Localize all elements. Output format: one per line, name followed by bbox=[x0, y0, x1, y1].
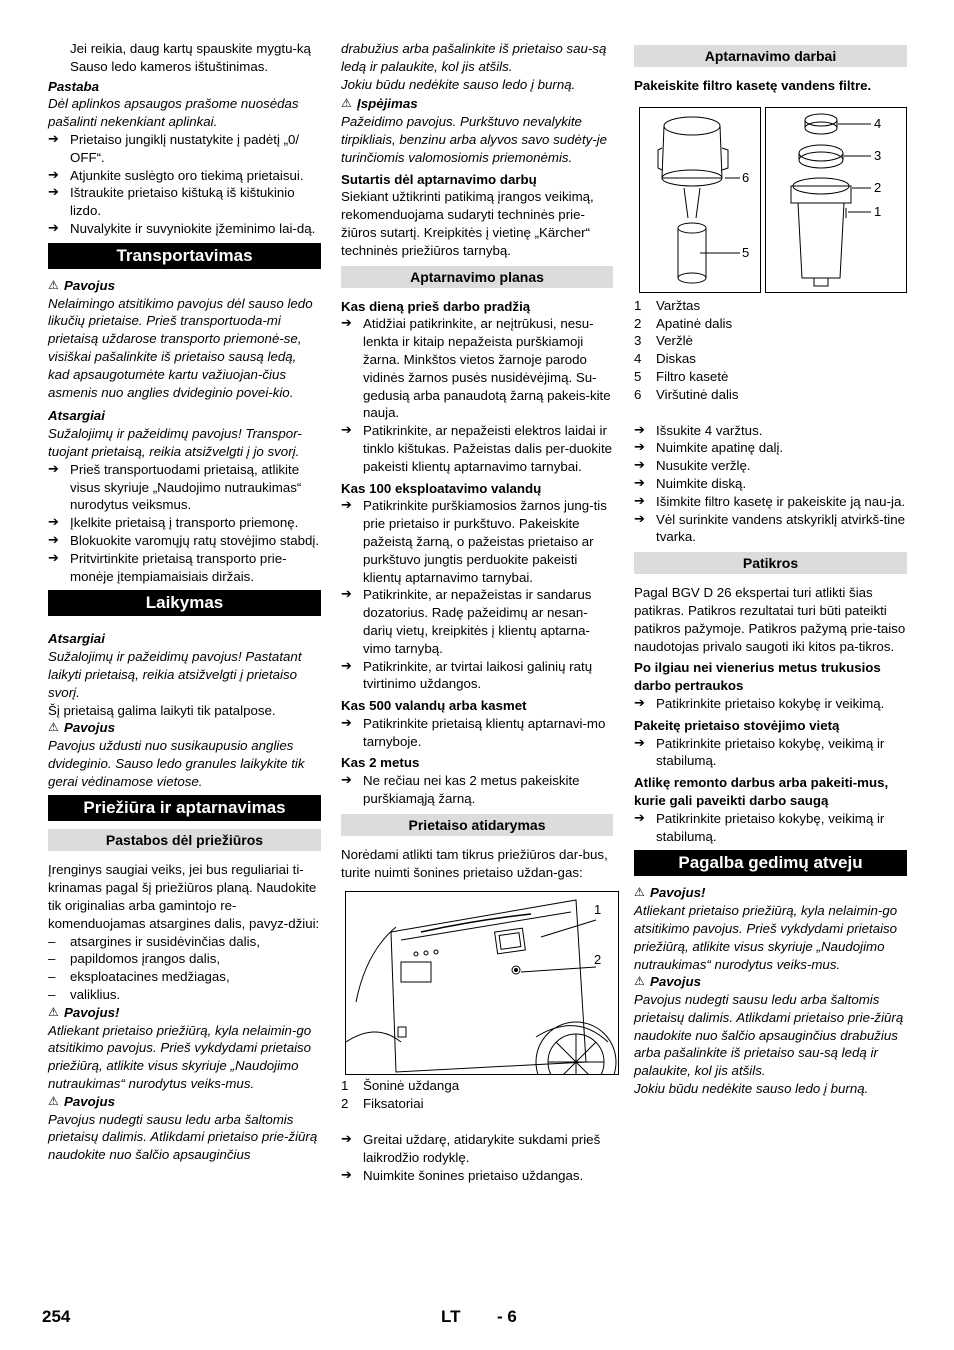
h100-title: Kas 100 eksploatavimo valandų bbox=[341, 480, 542, 496]
step: ➔ Išimkite filtro kasetę ir pakeiskite ją nau-ja. bbox=[634, 493, 907, 511]
step: ➔ Patikrinkite prietaisą klientų aptarnavi-mo tarnyboje. bbox=[341, 715, 613, 751]
danger-title: ⚠ Pavojus bbox=[634, 974, 701, 990]
subheading-checks: Patikros bbox=[634, 552, 907, 574]
filter-drawing-left bbox=[639, 107, 761, 293]
danger-text: Atliekant prietaiso priežiūrą, kyla nelaimin-go atsitikimo pavojus. Prieš vykdydami prietaiso priežiūrą, atlikite visus skyriuje „Naudojimo nutraukimas“ nurodytus veiks-mus. bbox=[48, 1022, 312, 1092]
danger-title: ⚠ Pavojus bbox=[48, 1093, 115, 1109]
intro-text: Jei reikia, daug kartų spauskite mygtu-ką Sauso ledo kameros ištuštinimas. bbox=[70, 41, 311, 74]
list-item: – atsargines ir susidėvinčias dalis, bbox=[48, 933, 321, 951]
warning-triangle-icon: ⚠ bbox=[48, 1004, 59, 1019]
note-title: Pastaba bbox=[48, 78, 99, 94]
callout-1: 1 bbox=[594, 902, 602, 918]
heading-transport: Transportavimas bbox=[48, 243, 321, 269]
danger-text: Nelaimingo atsitikimo pavojus dėl sauso ledo likučių prietaise. Prieš transportuoda-mi prietaisą uždarose transporto priemonė-se, visiškai pašalinkite iš prietaiso sausą ledą, kad apsaugotumėte kartu važiuojan-čius asmenis nuo anglies dvideginio povei-kio. bbox=[48, 295, 313, 400]
step: ➔ Patikrinkite prietaiso kokybę, veikimą ir stabilumą. bbox=[634, 735, 907, 771]
caution-text: Sužalojimų ir pažeidimų pavojus! Transpor-tuojant prietaisą, reikia atsižvelgti į jo svorį. bbox=[48, 426, 302, 459]
callout-1: 1 bbox=[874, 203, 882, 219]
check-title: Pakeitę prietaiso stovėjimo vietą bbox=[634, 717, 840, 733]
step: ➔ Patikrinkite, ar nepažeisti elektros laidai ir tinklo kištukas. Pažeistas dalis per-duokite pakeisti klientų aptarnavimo tarnybai. bbox=[341, 422, 613, 475]
subheading-maint-notes: Pastabos dėl priežiūros bbox=[48, 829, 321, 851]
warning-triangle-icon: ⚠ bbox=[48, 1093, 59, 1108]
language-code: LT bbox=[441, 1307, 461, 1326]
step: ➔ Prieš transportuodami prietaisą, atlikite visus skyriuje „Naudojimo nutraukimas“ nurodytus veiksmus. bbox=[48, 461, 321, 514]
column-2 bbox=[341, 40, 613, 1184]
warning-text: Pažeidimo pavojus. Purkštuvo nevalykite tirpikliais, benzinu arba alyvos savo sudėty-je turinčiomis valomosiomis priemonėmis. bbox=[341, 114, 608, 165]
figure-device-side-cover bbox=[345, 891, 619, 1075]
heading-maintenance: Priežiūra ir aptarnavimas bbox=[48, 795, 321, 821]
contract-text: Siekiant užtikrinti patikimą įrangos veikimą, rekomenduojama sudaryti techninės prie-žiūros sutartį. Kreipkitės į vietinę „Kärcher“ techninės priežiūros tarnybą. bbox=[341, 189, 594, 258]
step: ➔ Patikrinkite, ar nepažeistas ir sandarus dozatorius. Radę pažeidimų ar nesan-darių vietų, kreipkitės į klientų aptarna-vimo tarnybą. bbox=[341, 586, 613, 657]
step: ➔ Blokuokite varomųjų ratų stovėjimo stabdį. bbox=[48, 532, 321, 550]
legend-item: 1 Šoninė uždanga bbox=[341, 1078, 460, 1094]
legend-item: 4 Diskas bbox=[634, 351, 696, 367]
step: ➔ Greitai uždarę, atidarykite sukdami prieš laikrodžio rodyklę. bbox=[341, 1131, 613, 1167]
caution-title: Atsargiai bbox=[48, 408, 105, 424]
warning-triangle-icon: ⚠ bbox=[341, 96, 352, 111]
step: ➔ Išsukite 4 varžtus. bbox=[634, 422, 907, 440]
subheading-service: Aptarnavimo darbai bbox=[634, 45, 907, 67]
check-title: Atlikę remonto darbus arba pakeiti-mus, kurie gali paveikti darbo saugą bbox=[634, 775, 889, 808]
step: ➔ Patikrinkite, ar tvirtai laikosi galinių ratų tvirtinimo uždangos. bbox=[341, 658, 613, 694]
warning-triangle-icon: ⚠ bbox=[634, 885, 645, 900]
step: ➔ Patikrinkite prietaiso kokybę, veikimą ir stabilumą. bbox=[634, 810, 907, 846]
warning-triangle-icon: ⚠ bbox=[48, 720, 59, 735]
step: ➔ Prietaiso jungiklį nustatykite į padėtį „0/ OFF“. bbox=[48, 131, 321, 167]
step: ➔ Ištraukite prietaiso kištuką iš kištukinio lizdo. bbox=[48, 184, 321, 220]
callout-3: 3 bbox=[874, 147, 882, 163]
continued-text-2: Jokiu būdu nedėkite sauso ledo į burną. bbox=[341, 76, 576, 92]
step: ➔ Atjunkite suslėgto oro tiekimą prietaisui. bbox=[48, 167, 321, 185]
step: ➔ Nuimkite šonines prietaiso uždangas. bbox=[341, 1167, 613, 1185]
danger-text: Pavojus nudegti sausu ledu arba šaltomis prietaisų dalimis. Atlikdami prietaiso prie-žiūrą naudokite nuo šalčio apsauginčius bbox=[48, 1111, 318, 1163]
subheading-opening: Prietaiso atidarymas bbox=[341, 814, 613, 836]
danger-text: Pavojus nudegti sausu ledu arba šaltomis prietaisų dalimis. Atlikdami prietaiso prie-žiūrą naudokite nuo šalčio apsauginčius drabužius arba pašalinkite iš prietaiso sau-są ledą ir palaukite, kol jis atšils. bbox=[634, 992, 904, 1079]
heading-storage: Laikymas bbox=[48, 590, 321, 616]
legend-item: 5 Filtro kasetė bbox=[634, 368, 729, 384]
danger-title: ⚠ Pavojus bbox=[48, 277, 115, 293]
legend-item: 3 Veržlė bbox=[634, 333, 693, 349]
step: ➔ Vėl surinkite vandens atskyriklį atvirkš-tine tvarka. bbox=[634, 511, 907, 547]
page-number: 254 bbox=[42, 1307, 71, 1326]
caution-title: Atsargiai bbox=[48, 631, 105, 647]
list-item: – eksploatacines medžiagas, bbox=[48, 968, 321, 986]
maint-text: Įrenginys saugiai veiks, jei bus reguliariai ti-krinamas pagal šį priežiūros planą. Naudokite tik originalias arba gamintojo re-komenduojamas atsargines dalis, pavyz-džiui: bbox=[48, 862, 320, 931]
column-1 bbox=[48, 40, 321, 1164]
filter-title: Pakeiskite filtro kasetę vandens filtre. bbox=[634, 78, 872, 93]
callout-2: 2 bbox=[874, 179, 882, 195]
danger-text: Pavojus uždusti nuo susikaupusio anglies dvideginio. Sauso ledo granules laikykite tik gerai vėdinamose vietose. bbox=[48, 738, 305, 789]
step: ➔ Nuimkite apatinę dalį. bbox=[634, 439, 907, 457]
callout-2: 2 bbox=[594, 952, 602, 968]
continued-text: drabužius arba pašalinkite iš prietaiso sau-są ledą ir palaukite, kol jis atšils. bbox=[341, 41, 607, 74]
step: ➔ Patikrinkite prietaiso kokybę ir veikimą. bbox=[634, 695, 907, 713]
heading-troubleshooting: Pagalba gedimų atveju bbox=[634, 850, 907, 876]
warning-triangle-icon: ⚠ bbox=[48, 277, 59, 292]
step: ➔ Ne rečiau nei kas 2 metus pakeiskite purškiamąją žarną. bbox=[341, 772, 613, 808]
daily-title: Kas dieną prieš darbo pradžią bbox=[341, 298, 531, 314]
callout-5: 5 bbox=[742, 244, 750, 260]
caution-text: Sužalojimų ir pažeidimų pavojus! Pastatant laikyti prietaisą, reikia atsižvelgti į prietaiso svorį. bbox=[48, 649, 302, 700]
legend-item: 2 Apatinė dalis bbox=[634, 315, 733, 331]
warning-title: ⚠ Įspėjimas bbox=[341, 96, 418, 112]
checks-text: Pagal BGV D 26 ekspertai turi atlikti šias patikras. Patikros rezultatai turi būti pateikti patikros pažymoje. Patikros pažymą prie-taiso naudotojas privalo saugoti iki kitos pa-tikros. bbox=[634, 585, 906, 654]
subheading-plan: Aptarnavimo planas bbox=[341, 266, 613, 288]
storage-text: Šį prietaisą galima laikyti tik patalpose. bbox=[48, 702, 276, 718]
danger-title: ⚠ Pavojus bbox=[48, 720, 115, 736]
step: ➔ Nusukite veržlę. bbox=[634, 457, 907, 475]
step: ➔ Pritvirtinkite prietaisą transporto prie-monėje įtempiamaisiais diržais. bbox=[48, 550, 321, 586]
danger-text-2: Jokiu būdu nedėkite sauso ledo į burną. bbox=[634, 1081, 869, 1097]
step: ➔ Nuvalykite ir suvyniokite įžeminimo lai-dą. bbox=[48, 220, 321, 238]
y2-title: Kas 2 metus bbox=[341, 755, 420, 771]
danger-title: ⚠ Pavojus! bbox=[48, 1004, 120, 1020]
open-text: Norėdami atlikti tam tikrus priežiūros dar-bus, turite nuimti šonines prietaiso uždan-gas: bbox=[341, 846, 608, 880]
filter-drawing-right bbox=[765, 107, 907, 293]
step: ➔ Patikrinkite purškiamosios žarnos jung-tis prie prietaiso ir purkštuvo. Pakeiskite pažeistą žarną, o pažeistas prietaiso ar purkštuvo jungtis perduokite pakeisti klientų aptarnavimo tarnybai. bbox=[341, 497, 613, 586]
callout-4: 4 bbox=[874, 115, 882, 131]
h500-title: Kas 500 valandų arba kasmet bbox=[341, 698, 527, 714]
warning-triangle-icon: ⚠ bbox=[634, 974, 645, 989]
list-item: – papildomos įrangos dalis, bbox=[48, 950, 321, 968]
column-3 bbox=[634, 40, 907, 1098]
section-page: - 6 bbox=[497, 1307, 517, 1326]
device-drawing bbox=[346, 892, 618, 1074]
check-title: Po ilgiau nei vienerius metus trukusios darbo pertraukos bbox=[634, 660, 881, 694]
note-text: Dėl aplinkos apsaugos prašome nuosėdas pašalinti nekenkiant aplinkai. bbox=[48, 96, 299, 130]
danger-title: ⚠ Pavojus! bbox=[634, 885, 706, 901]
legend-item: 2 Fiksatoriai bbox=[341, 1096, 424, 1112]
figure-water-filter bbox=[639, 107, 907, 297]
step: ➔ Nuimkite diską. bbox=[634, 475, 907, 493]
list-item: – valiklius. bbox=[48, 986, 321, 1004]
danger-text: Atliekant prietaiso priežiūrą, kyla nelaimin-go atsitikimo pavojus. Prieš vykdydami prietaiso priežiūrą, atlikite visus skyriuje „Naudojimo nutraukimas“ nurodytus veiks-mus. bbox=[634, 903, 898, 972]
step: ➔ Atidžiai patikrinkite, ar neįtrūkusi, nesu-lenkta ir kitaip nepažeista purškiamoji žarna. Minkštos vietos žarnoje parodo vidinės žarnos pusės nusidėvėjimą. Su-gedusią arba panaudotą žarną pakeis-kite nauja. bbox=[341, 315, 613, 422]
legend-item: 6 Viršutinė dalis bbox=[634, 386, 739, 402]
callout-6: 6 bbox=[742, 169, 750, 185]
legend-item: 1 Varžtas bbox=[634, 297, 701, 313]
step: ➔ Įkelkite prietaisą į transporto priemonę. bbox=[48, 514, 321, 532]
contract-title: Sutartis dėl aptarnavimo darbų bbox=[341, 171, 537, 187]
